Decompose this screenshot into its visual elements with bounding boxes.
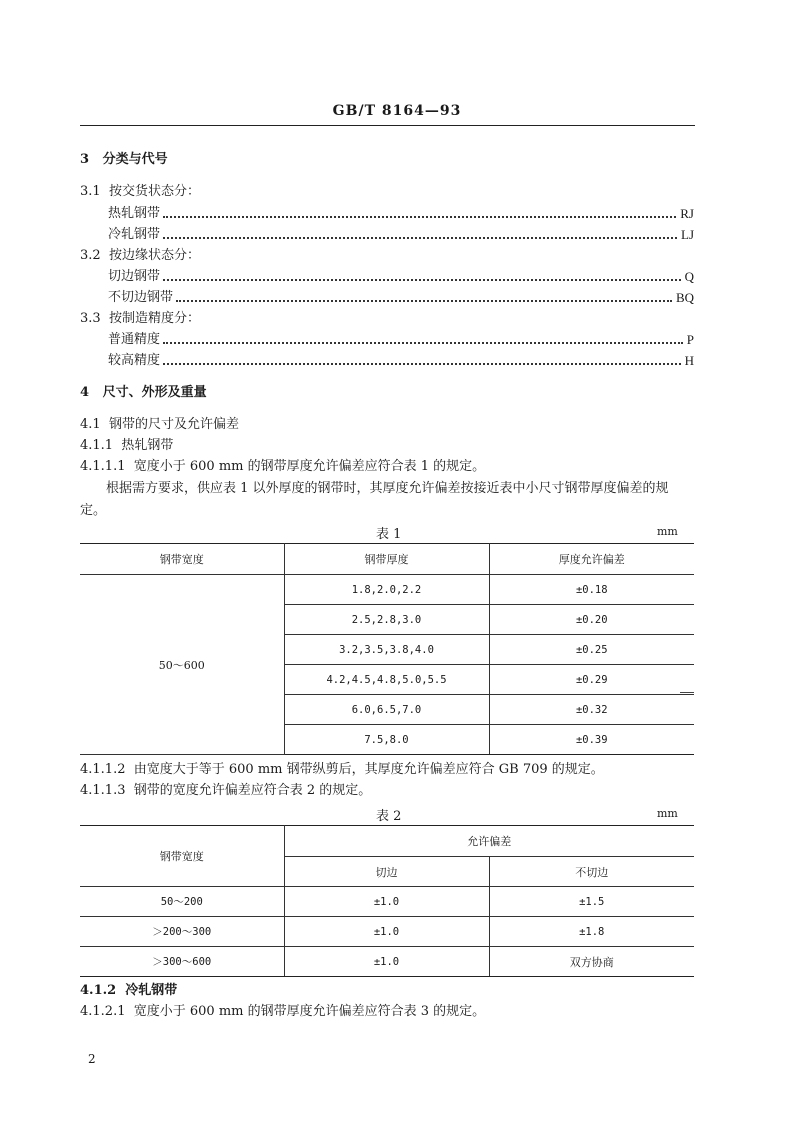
clause-title: 钢带的尺寸及允许偏差 [108, 417, 239, 432]
clause-text: 由宽度大于等于 600 mm 钢带纵剪后，其厚度允许偏差应符合 GB 709 的规定。 [133, 762, 604, 777]
page-number: 2 [88, 1052, 96, 1066]
table-row [80, 575, 694, 605]
leader-row [108, 206, 694, 222]
leader-label: 普通精度 [108, 332, 161, 347]
leader-label: 不切边钢带 [108, 290, 174, 305]
clause-4-1 [80, 417, 239, 433]
cut-cell: ±1.0 [284, 917, 489, 947]
clause-number: 4.1.2.1 [80, 1004, 126, 1019]
leader-row [108, 353, 694, 369]
clause-number: 3.3 [80, 311, 101, 326]
table-2 [80, 825, 694, 977]
leader-row [108, 227, 694, 243]
clause-4-1-1 [80, 438, 173, 454]
leader-code: Q [684, 269, 694, 284]
thickness-cell: 2.5,2.8,3.0 [284, 605, 489, 635]
width-cell: ＞300～600 [80, 947, 284, 977]
clause-4-1-1-3 [80, 783, 371, 799]
section-3-heading [80, 152, 168, 168]
table-2-caption: 表 2 [376, 809, 402, 824]
leader-code: H [684, 353, 694, 368]
uncut-cell: 双方协商 [489, 947, 694, 977]
header-rule [80, 125, 695, 126]
leader-label: 冷轧钢带 [108, 227, 161, 242]
table-row [80, 887, 694, 917]
clause-4-1-2 [80, 983, 177, 999]
header-cell: 切边 [284, 857, 489, 887]
table-2-unit: mm [657, 807, 678, 820]
clause-number: 4.1.2 [80, 983, 117, 998]
leader-code: P [686, 332, 694, 347]
clause-3-1 [80, 184, 200, 200]
table-row [80, 917, 694, 947]
thickness-cell: 7.5,8.0 [284, 725, 489, 755]
table-1-caption: 表 1 [376, 527, 402, 542]
header-cell: 不切边 [489, 857, 694, 887]
clause-4-1-1-1 [80, 459, 485, 475]
header-cell: 钢带宽度 [80, 826, 284, 887]
uncut-cell: ±1.8 [489, 917, 694, 947]
tolerance-cell: ±0.20 [489, 605, 694, 635]
thickness-cell: 4.2,4.5,4.8,5.0,5.5 [284, 665, 489, 695]
leader-label: 热轧钢带 [108, 206, 161, 221]
thickness-cell: 6.0,6.5,7.0 [284, 695, 489, 725]
table-1 [80, 543, 694, 755]
clause-number: 3.2 [80, 248, 101, 263]
table-row [80, 947, 694, 977]
clause-number: 4.1 [80, 417, 101, 432]
leader-code: BQ [675, 290, 694, 305]
leader-row [108, 332, 694, 348]
header-cell: 允许偏差 [284, 826, 694, 857]
clause-3-3 [80, 311, 200, 327]
header-cell: 厚度允许偏差 [489, 544, 694, 575]
running-header: GB/T 8164—93 [332, 103, 462, 119]
clause-4-1-2-1 [80, 1004, 485, 1020]
table-header-row [80, 544, 694, 575]
clause-3-2 [80, 248, 200, 264]
thickness-cell: 1.8,2.0,2.2 [284, 575, 489, 605]
width-cell: 50～600 [80, 575, 284, 755]
uncut-cell: ±1.5 [489, 887, 694, 917]
clause-number: 4.1.1.3 [80, 783, 126, 798]
tolerance-cell: ±0.39 [489, 725, 694, 755]
width-cell: 50～200 [80, 887, 284, 917]
clause-number: 3.1 [80, 184, 101, 199]
leader-code: RJ [680, 206, 694, 221]
header-cell: 钢带厚度 [284, 544, 489, 575]
cut-cell: ±1.0 [284, 947, 489, 977]
clause-title: 热轧钢带 [121, 438, 174, 453]
clause-text: 宽度小于 600 mm 的钢带厚度允许偏差应符合表 1 的规定。 [133, 459, 486, 474]
tolerance-cell: ±0.18 [489, 575, 694, 605]
clause-number: 4.1.1.1 [80, 459, 126, 474]
tolerance-cell: ±0.25 [489, 635, 694, 665]
leader-label: 切边钢带 [108, 269, 161, 284]
thickness-cell: 3.2,3.5,3.8,4.0 [284, 635, 489, 665]
clause-4-1-1-2 [80, 762, 604, 778]
leader-code: LJ [681, 227, 694, 242]
section-title: 尺寸、外形及重量 [102, 385, 207, 400]
section-number: 4 [80, 385, 90, 400]
clause-title: 按交货状态分： [108, 184, 200, 199]
tolerance-cell: ±0.29 [489, 665, 694, 695]
clause-title: 按边缘状态分： [108, 248, 200, 263]
leader-row [108, 269, 694, 285]
paragraph: 根据需方要求，供应表 1 以外厚度的钢带时，其厚度允许偏差按接近表中小尺寸钢带厚度偏差的规定。 [80, 481, 669, 518]
cut-cell: ±1.0 [284, 887, 489, 917]
section-number: 3 [80, 152, 90, 167]
section-title: 分类与代号 [102, 152, 168, 167]
header-cell: 钢带宽度 [80, 544, 284, 575]
table-1-unit: mm [657, 525, 678, 538]
leader-row [108, 290, 694, 306]
clause-text: 宽度小于 600 mm 的钢带厚度允许偏差应符合表 3 的规定。 [133, 1004, 486, 1019]
stray-mark [680, 692, 694, 693]
clause-title: 冷轧钢带 [125, 983, 178, 998]
clause-number: 4.1.1 [80, 438, 114, 453]
clause-title: 按制造精度分： [108, 311, 200, 326]
leader-label: 较高精度 [108, 353, 161, 368]
clause-text: 钢带的宽度允许偏差应符合表 2 的规定。 [133, 783, 372, 798]
width-cell: ＞200～300 [80, 917, 284, 947]
clause-number: 4.1.1.2 [80, 762, 126, 777]
table-header-row [80, 826, 694, 857]
tolerance-cell: ±0.32 [489, 695, 694, 725]
section-4-heading [80, 385, 207, 401]
